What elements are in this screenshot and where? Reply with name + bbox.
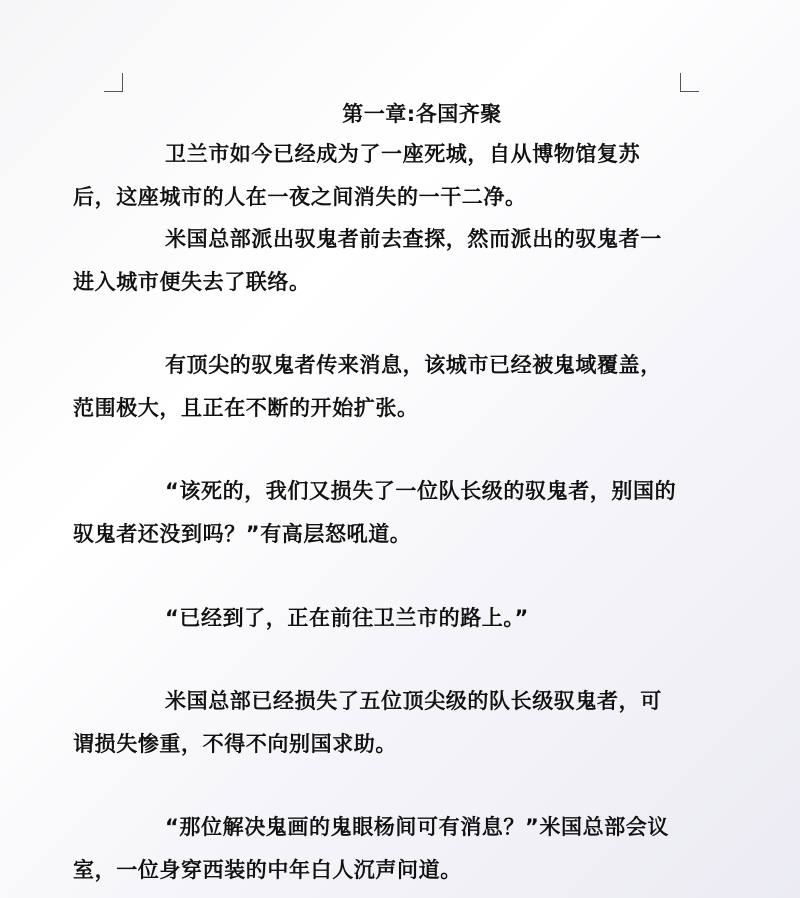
- text-line: 米国总部派出驭鬼者前去查探，然而派出的驭鬼者一: [165, 227, 662, 251]
- text-line: 后，这座城市的人在一夜之间消失的一干二净。: [73, 185, 527, 209]
- margin-corner-mark: [104, 73, 123, 92]
- margin-corner-mark: [680, 73, 699, 92]
- text-line: “该死的，我们又损失了一位队长级的驭鬼者，别国的: [165, 479, 677, 503]
- text-line: 室，一位身穿西装的中年白人沉声问道。: [73, 858, 462, 882]
- chapter-title: 第一章:各国齐聚: [342, 102, 502, 126]
- text-line: 进入城市便失去了联络。: [73, 270, 311, 294]
- paragraph: [73, 133, 679, 219]
- text-line: “那位解决鬼画的鬼眼杨间可有消息？”米国总部会议: [165, 815, 670, 839]
- text-line: 范围极大，且正在不断的开始扩张。: [73, 396, 419, 420]
- text-line: 驭鬼者还没到吗？”有高层怒吼道。: [73, 522, 412, 546]
- text-line: “已经到了，正在前往卫兰市的路上。”: [165, 606, 529, 630]
- text-line: 米国总部已经损失了五位顶尖级的队长级驭鬼者，可: [165, 689, 662, 713]
- paragraph: [73, 218, 679, 304]
- text-line: 谓损失惨重，不得不向别国求助。: [73, 732, 397, 756]
- paragraph: [73, 470, 679, 556]
- paragraph: [73, 344, 679, 430]
- text-line: 有顶尖的驭鬼者传来消息，该城市已经被鬼域覆盖，: [165, 353, 662, 377]
- paragraph: [119, 597, 679, 640]
- paragraph: [73, 806, 679, 892]
- text-line: 卫兰市如今已经成为了一座死城，自从博物馆复苏: [165, 142, 641, 166]
- paragraph: [73, 680, 679, 766]
